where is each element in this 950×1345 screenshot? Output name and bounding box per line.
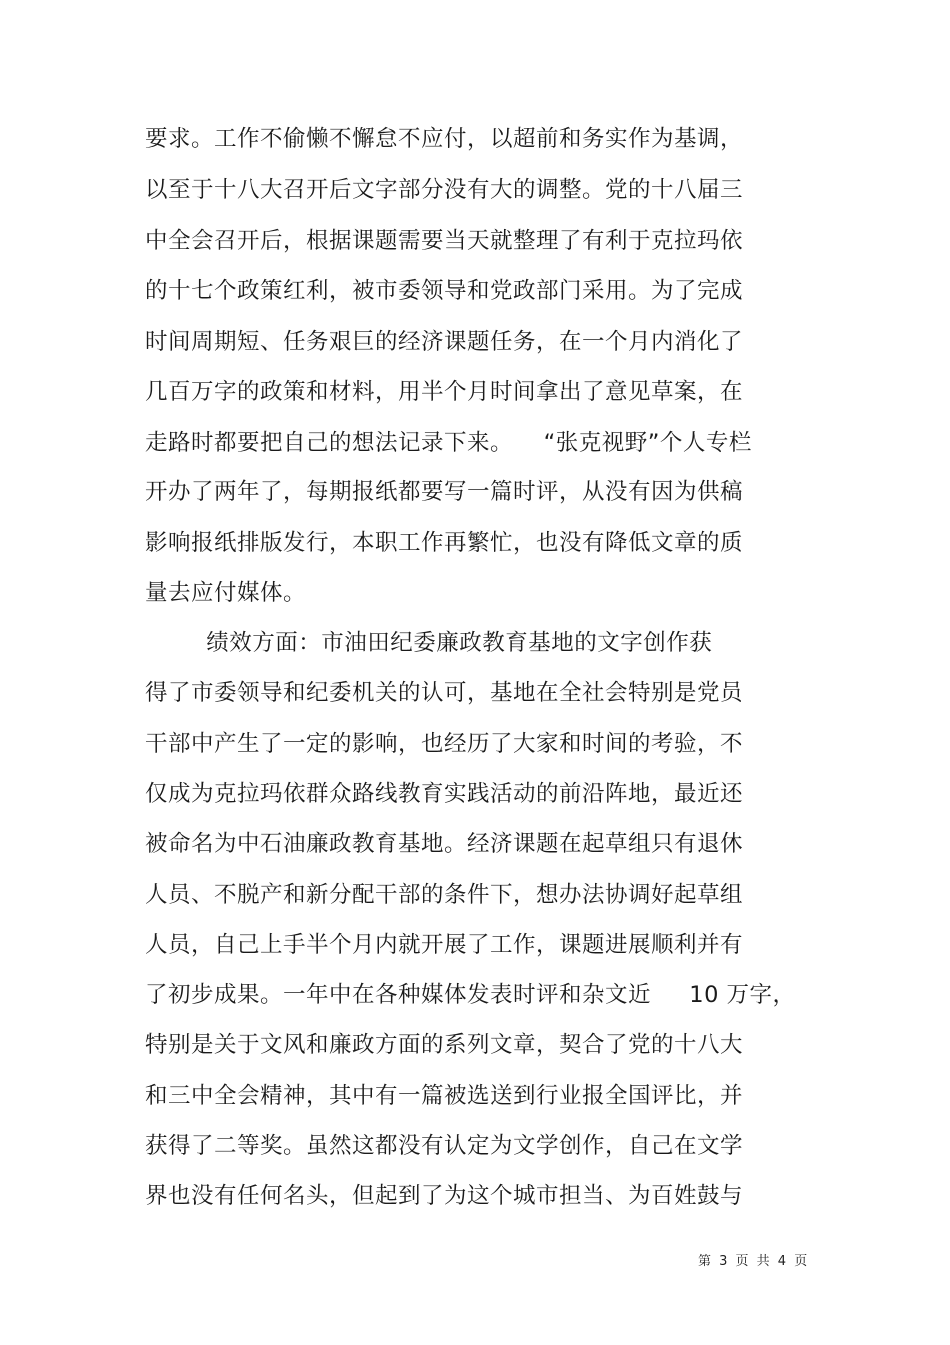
text-line: 和三中全会精神，其中有一篇被选送到行业报全国评比，并 bbox=[145, 1083, 744, 1109]
text-line: 获得了二等奖。虽然这都没有认定为文学创作，自己在文学 bbox=[145, 1133, 744, 1159]
text-line: 仅成为克拉玛依群众路线教育实践活动的前沿阵地，最近还 bbox=[145, 781, 744, 807]
page-number: 第 3 页 共 4 页 bbox=[698, 1254, 810, 1269]
text-line: 几百万字的政策和材料，用半个月时间拿出了意见草案，在 bbox=[145, 379, 744, 405]
text-line: 被命名为中石油廉政教育基地。经济课题在起草组只有退休 bbox=[145, 831, 744, 857]
text-line: 得了市委领导和纪委机关的认可，基地在全社会特别是党员 bbox=[145, 680, 744, 706]
text-line: 以至于十八大召开后文字部分没有大的调整。党的十八届三 bbox=[145, 177, 744, 203]
text-line: 了初步成果。一年中在各种媒体发表时评和杂文近 10 万字， bbox=[145, 982, 796, 1008]
text-line: 绩效方面：市油田纪委廉政教育基地的文字创作获 bbox=[145, 630, 713, 656]
text-line: 的十七个政策红利，被市委领导和党政部门采用。为了完成 bbox=[145, 278, 744, 304]
text-line: 人员，自己上手半个月内就开展了工作，课题进展顺利并有 bbox=[145, 932, 744, 958]
text-line: 人员、不脱产和新分配干部的条件下，想办法协调好起草组 bbox=[145, 882, 744, 908]
text-line: 中全会召开后，根据课题需要当天就整理了有利于克拉玛依 bbox=[145, 228, 744, 254]
text-line: 影响报纸排版发行，本职工作再繁忙，也没有降低文章的质 bbox=[145, 530, 744, 556]
text-line: 量去应付媒体。 bbox=[145, 580, 307, 606]
text-line: 开办了两年了，每期报纸都要写一篇时评，从没有因为供稿 bbox=[145, 479, 744, 505]
text-line: 走路时都要把自己的想法记录下来。 “张克视野”个人专栏 bbox=[145, 430, 752, 456]
text-line: 要求。工作不偷懒不懈怠不应付，以超前和务实作为基调， bbox=[145, 126, 744, 152]
text-line: 时间周期短、任务艰巨的经济课题任务，在一个月内消化了 bbox=[145, 329, 744, 355]
text-line: 界也没有任何名头，但起到了为这个城市担当、为百姓鼓与 bbox=[145, 1183, 744, 1209]
text-line: 特别是关于文风和廉政方面的系列文章，契合了党的十八大 bbox=[145, 1032, 744, 1058]
text-line: 干部中产生了一定的影响，也经历了大家和时间的考验，不 bbox=[145, 731, 744, 757]
